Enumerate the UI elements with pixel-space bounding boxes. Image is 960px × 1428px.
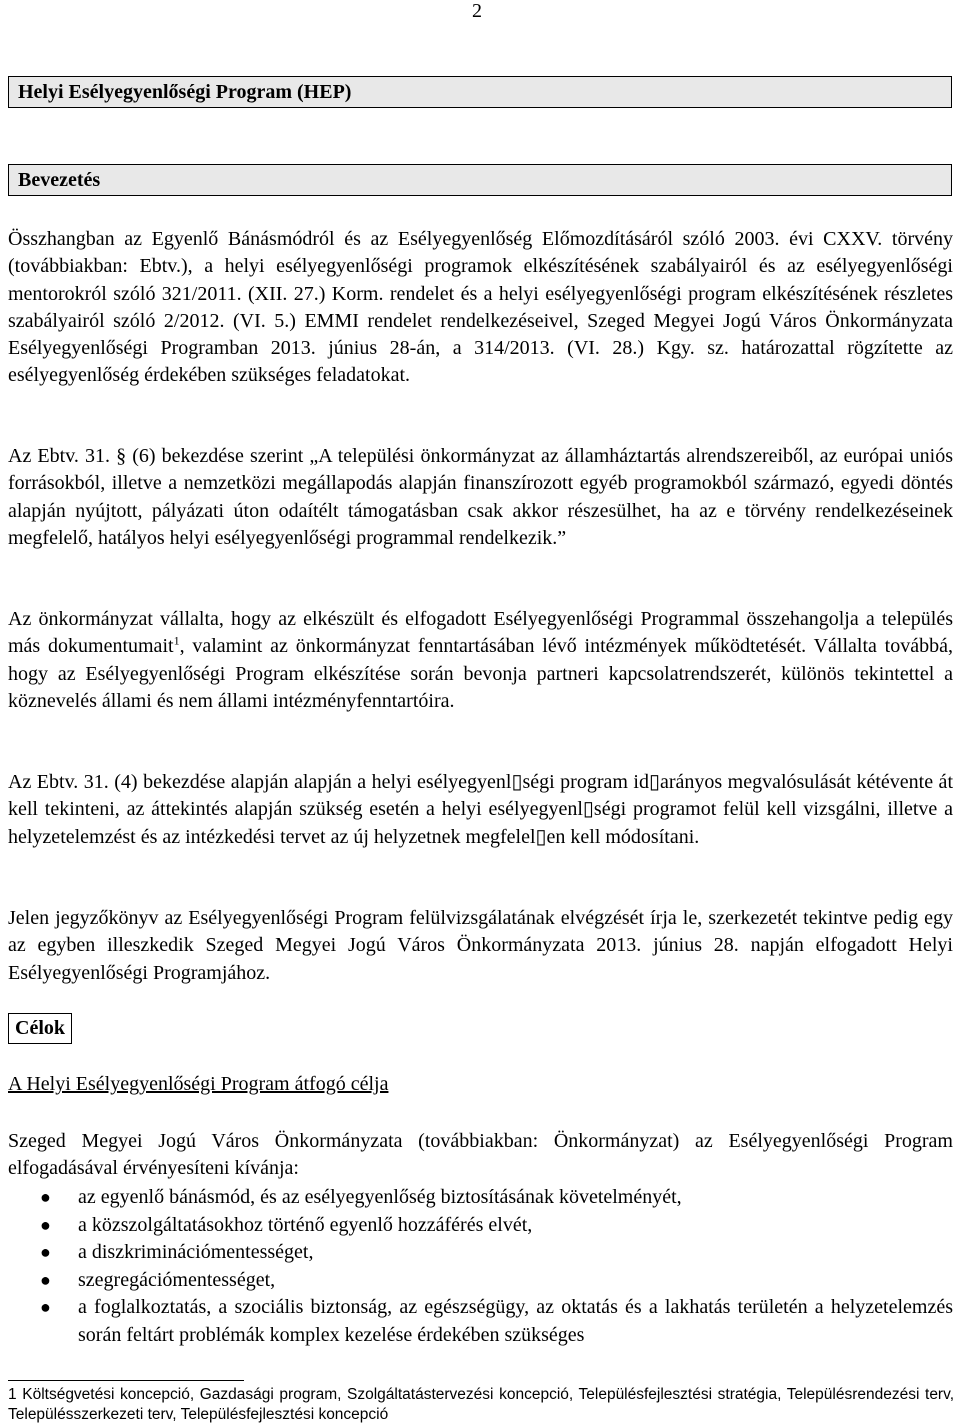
footnote	[8, 1385, 954, 1425]
subheading-atfogo-cel: A Helyi Esélyegyenlőségi Program átfogó célja	[8, 1073, 389, 1095]
section-heading-bevezetes: Bevezetés	[8, 164, 952, 196]
section-heading-hep: Helyi Esélyegyenlőségi Program (HEP)	[8, 76, 952, 108]
footnote-text: Költségvetési koncepció, Gazdasági program, Szolgáltatástervezési koncepció, Településfejlesztési stratégia, Településrendezési terv, Településszerkezeti terv, Településfejlesztési koncepció	[8, 1386, 955, 1423]
footnote-reference: 1	[173, 633, 180, 648]
list-item: ● a közszolgáltatásokhoz történő egyenlő hozzáférés elvét,	[0, 1212, 953, 1240]
intro-paragraph: Összhangban az Egyenlő Bánásmódról és az Esélyegyenlőség Előmozdításáról szóló 2003. évi CXXV. törvény (továbbiakban: Ebtv.), a helyi esélyegyenlőségi programok elkészítésének szabályairól és az esélyegyenlőségi mentorokról szóló 321/2011. (XII. 27.) Korm. rendelet és a helyi esélyegyenlőségi program elkészítésének részletes szabályairól szóló 2/2012. (VI. 5.) EMMI rendelet rendelkezéseivel, Szeged Megyei Jogú Város Önkormányzata Esélyegyenlőségi Programban 2013. június 28-án, a 314/2013. (VI. 28.) Kgy. sz. határozattal rögzítette az esélyegyenlőség érdekében szükséges feladatokat.	[8, 228, 953, 387]
section-heading-celok: Célok	[8, 1013, 72, 1044]
commitment-text-start: Az önkormányzat vállalta, hogy az elkészült és elfogadott Esélyegyenlőségi Programmal összehangolja a település más dokumentumait	[8, 608, 953, 658]
list-item: ● a diszkriminációmentességet,	[0, 1239, 953, 1267]
list-item: ● szegregációmentességet,	[0, 1267, 953, 1295]
bullet-icon: ●	[40, 1297, 51, 1317]
bullet-icon: ●	[40, 1214, 51, 1235]
page-number: 2	[472, 0, 482, 22]
commitment-paragraph	[8, 606, 953, 715]
goals-list	[0, 1184, 953, 1349]
list-item: ● az egyenlő bánásmód, és az esélyegyenlőség biztosításának követelményét,	[0, 1184, 953, 1212]
bullet-icon: ●	[40, 1242, 51, 1262]
footnote-number: 1	[8, 1386, 17, 1403]
ebtv-quote-paragraph: Az Ebtv. 31. § (6) bekezdése szerint „A települési önkormányzat az államháztartás alrendszereiből, az európai uniós forrásokból, illetve a nemzetközi megállapodás alapján finanszírozott egyéb programokból származó, egyedi döntés alapján nyújtott, pályázati úton odaítélt támogatásban csak akkor részesülhet, ha az e törvény rendelkezéseinek megfelelő, hatályos helyi esélyegyenlőségi programmal rendelkezik.”	[8, 445, 953, 549]
review-paragraph: Az Ebtv. 31. (4) bekezdése alapján alapján a helyi esélyegyenl▯ségi program id▯arányos megvalósulását kétévente át kell tekinteni, az áttekintés alapján szükség esetén a helyi esélyegyenl▯ségi programot felül kell vizsgálni, illetve a helyzetelemzést és az intézkedési tervet az új helyzetnek megfelel▯en kell módosítani.	[8, 771, 953, 848]
goals-intro-paragraph: Szeged Megyei Jogú Város Önkormányzata (továbbiakban: Önkormányzat) az Esélyegyenlőségi Program elfogadásával érvényesíteni kívánja:	[8, 1130, 953, 1180]
bullet-icon: ●	[40, 1187, 51, 1207]
bullet-icon: ●	[40, 1269, 51, 1290]
commitment-text-end: , valamint az önkormányzat fenntartásában lévő intézmények működtetését. Vállalta továbbá, hogy az Esélyegyenlőségi Program elkészítése során bevonja partneri kapcsolatrendszerét, különös tekintettel a köznevelés állami és nem állami intézményfenntartóira.	[8, 635, 953, 712]
protocol-paragraph: Jelen jegyzőkönyv az Esélyegyenlőségi Program felülvizsgálatának elvégzését írja le, szerkezetét tekintve pedig egy az egyben illeszkedik Szeged Megyei Jogú Város Önkormányzata 2013. június 28. napján elfogadott Helyi Esélyegyenlőségi Programjához.	[8, 907, 953, 984]
footnote-divider	[8, 1380, 244, 1381]
list-item: ● a foglalkoztatás, a szociális biztonság, az egészségügy, az oktatás és a lakhatás területén a helyzetelemzés során feltárt problémák komplex kezelése érdekében szükséges	[40, 1296, 953, 1346]
